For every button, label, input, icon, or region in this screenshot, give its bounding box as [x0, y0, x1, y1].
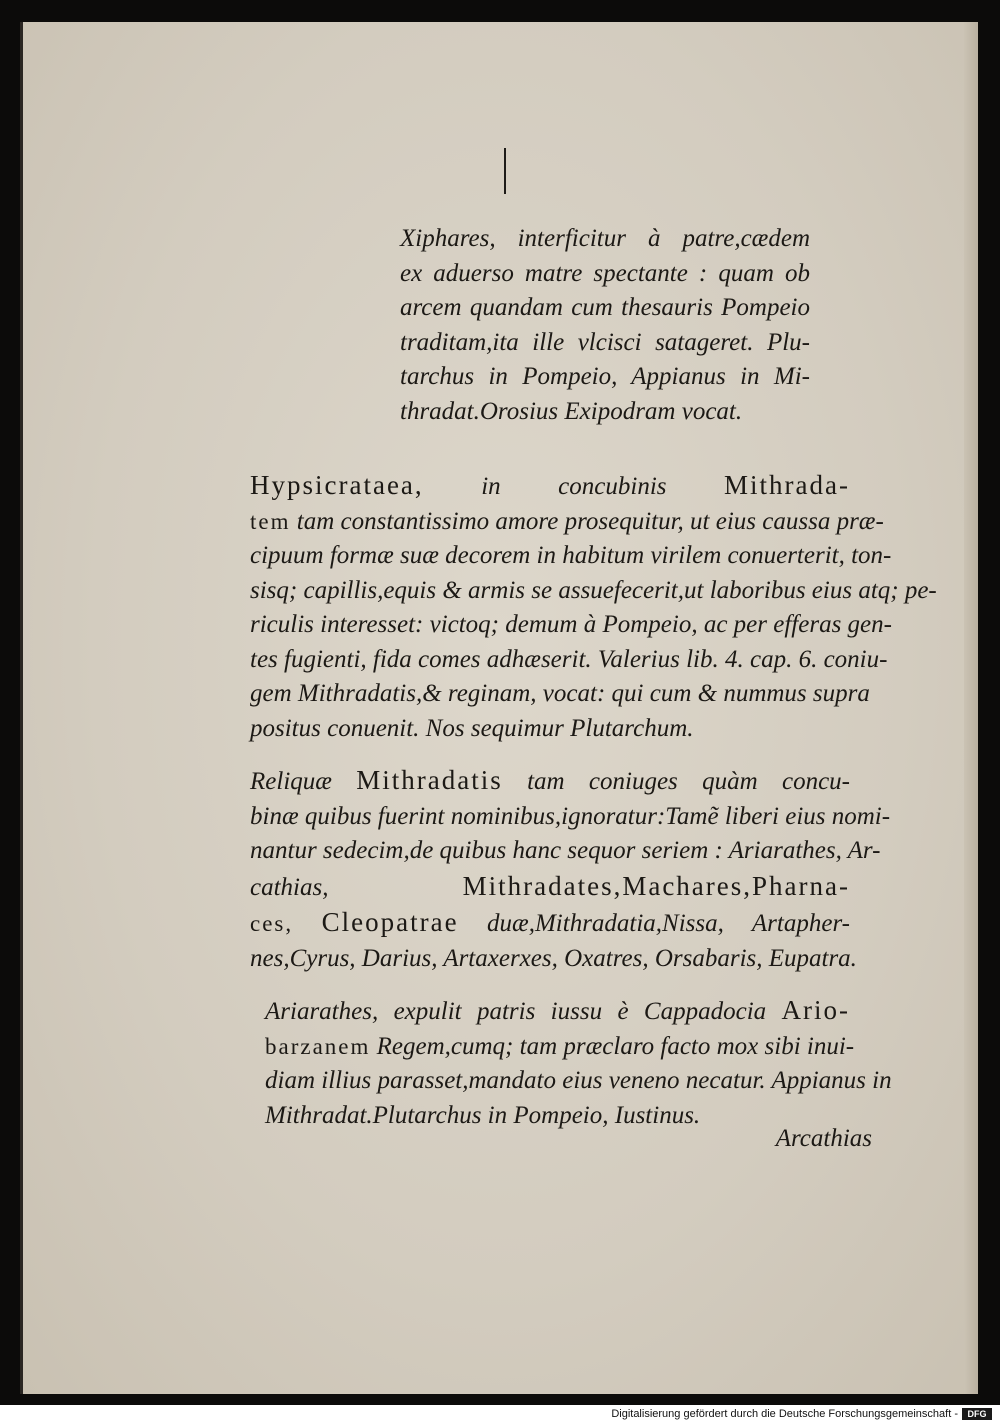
small-caps-name: Mithrada-	[724, 470, 850, 500]
paragraph-ariarathes	[265, 993, 892, 1133]
funding-notice: Digitalisierung gefördert durch die Deutsche Forschungsgemeinschaft -	[611, 1408, 958, 1420]
dfg-logo-icon: DFG	[962, 1408, 992, 1420]
small-caps-name: Hypsicrataea,	[250, 470, 424, 500]
text-line: nantur sedecim,de quibus hanc sequor seriem : Ariarathes, Ar-	[250, 837, 881, 864]
text-line: cipuum formæ suæ decorem in habitum virilem conuerterit, ton-	[250, 542, 892, 569]
text-run: Regem,cumq; tam præclaro facto mox sibi inui-	[376, 1032, 855, 1060]
small-caps-name: Machares,	[622, 870, 753, 901]
text-line	[250, 763, 850, 800]
text-line	[250, 905, 850, 942]
text-line	[250, 505, 884, 540]
page-edge	[964, 22, 978, 1394]
text-run: tam constantissimo amore prosequitur, ut eius caussa præ-	[296, 507, 884, 535]
text-run: Ariarathes, expulit patris iussu è Cappadocia	[265, 998, 767, 1025]
text-line	[250, 869, 850, 906]
paragraph-hypsicrataea	[250, 468, 937, 746]
small-caps-name: ces,	[250, 911, 294, 936]
small-caps-name: Mithradatis	[356, 765, 503, 795]
text-line: Xiphares, interficitur à patre,cædem	[400, 225, 810, 252]
paragraph-xiphares	[400, 222, 810, 429]
text-line: tes fugienti, fida comes adhæserit. Valerius lib. 4. cap. 6. coniu-	[250, 645, 888, 673]
text-run: tam coniuges quàm concu-	[527, 768, 850, 795]
paragraph-reliquae	[250, 763, 891, 976]
text-line: gem Mithradatis,& reginam, vocat: qui cum & nummus supra	[250, 680, 870, 707]
footer-bar	[0, 1405, 1000, 1424]
text-line: ex aduerso matre spectante : quam ob	[400, 259, 810, 287]
text-line: sisq; capillis,equis & armis se assuefecerit,ut laboribus eius atq; pe-	[250, 576, 937, 604]
text-line: riculis interesset: victoq; demum à Pompeio, ac per efferas gen-	[250, 611, 892, 638]
small-caps-name: tem	[250, 508, 291, 534]
small-caps-name: Ario-	[781, 995, 851, 1025]
text-line: Mithradat.Plutarchus in Pompeio, Iustinus.	[265, 1101, 701, 1129]
small-caps-name: Pharna-	[752, 870, 850, 901]
text-line: traditam,ita ille vlcisci satageret. Plu-	[400, 328, 810, 356]
ornament-rule	[504, 148, 506, 194]
text-line: nes,Cyrus, Darius, Artaxerxes, Oxatres, Orsabaris, Eupatra.	[250, 944, 857, 972]
catchword: Arcathias	[775, 1125, 872, 1152]
text-line	[265, 1030, 855, 1065]
text-line: thradat.Orosius Exipodram vocat.	[400, 397, 743, 425]
text-line: positus conuenit. Nos sequimur Plutarchum.	[250, 714, 694, 742]
text-line: diam illius parasset,mandato eius veneno necatur. Appianus in	[265, 1067, 892, 1094]
text-run: Reliquæ	[250, 768, 332, 795]
small-caps-name: Cleopatrae	[321, 907, 459, 937]
small-caps-name: barzanem	[265, 1033, 371, 1059]
text-run: in concubinis	[481, 473, 667, 500]
text-run: cathias,	[250, 873, 329, 901]
small-caps-name: Mithradates,	[462, 870, 623, 901]
text-line	[250, 468, 850, 505]
text-run: duæ,Mithradatia,Nissa, Artapher-	[487, 910, 851, 937]
text-line: arcem quandam cum thesauris Pompeio	[400, 294, 810, 321]
text-line	[265, 993, 850, 1030]
text-line: binæ quibus fuerint nominibus,ignoratur:Tamẽ liberi eius nomi-	[250, 802, 891, 830]
text-line: tarchus in Pompeio, Appianus in Mi-	[400, 363, 810, 390]
